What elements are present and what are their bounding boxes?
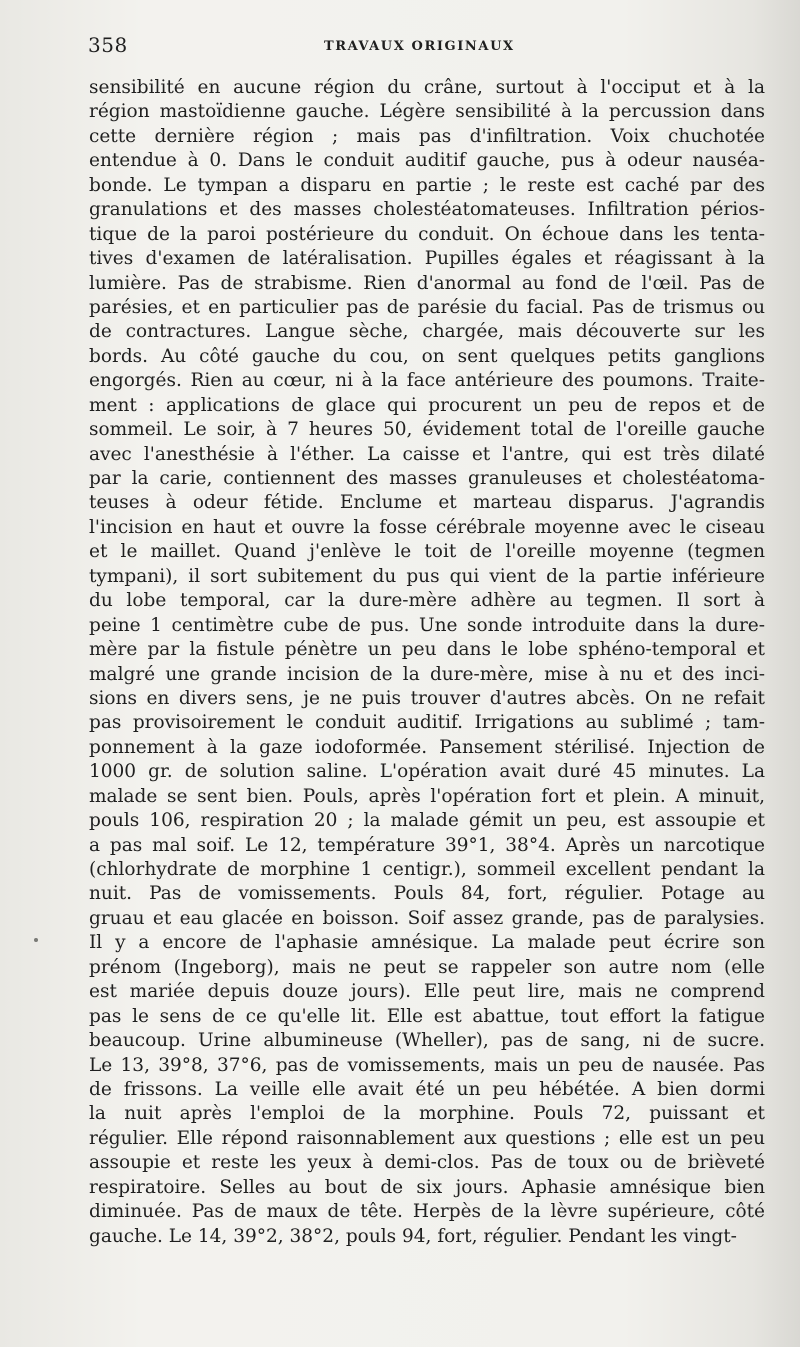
text-line: mère par la fistule pénètre un peu dans le lobe sphéno-temporal et — [89, 639, 765, 661]
text-line: bonde. Le tympan a disparu en partie ; le reste est caché par des — [89, 174, 765, 196]
text-line: lumière. Pas de strabisme. Rien d'anormal au fond de l'œil. Pas de — [89, 272, 765, 294]
text-line: tives d'examen de latéralisation. Pupilles égales et réagissant à la — [89, 248, 765, 270]
text-line: 1000 gr. de solution saline. L'opération avait duré 45 minutes. La — [89, 761, 765, 783]
page-number: 358 — [88, 33, 128, 57]
text-line: pouls 106, respiration 20 ; la malade gémit un peu, est assoupie et — [89, 810, 765, 832]
text-line: parésies, et en particulier pas de parésie du facial. Pas de trismus ou — [89, 296, 765, 318]
text-line: Le 13, 39°8, 37°6, pas de vomissements, mais un peu de nausée. Pas — [89, 1054, 765, 1076]
text-line: nuit. Pas de vomissements. Pouls 84, fort, régulier. Potage au — [89, 883, 765, 905]
text-line: ment : applications de glace qui procurent un peu de repos et de — [89, 394, 765, 416]
text-line: par la carie, contiennent des masses granuleuses et cholestéatoma- — [89, 468, 765, 489]
text-line: gauche. Le 14, 39°2, 38°2, pouls 94, fort, régulier. Pendant les vingt- — [89, 1225, 737, 1247]
margin-mark — [34, 938, 38, 942]
text-line: est mariée depuis douze jours). Elle peut lire, mais ne comprend — [89, 981, 765, 1003]
text-line: gruau et eau glacée en boisson. Soif assez grande, pas de paralysies. — [89, 907, 765, 929]
text-line: granulations et des masses cholestéatomateuses. Infiltration périos- — [89, 199, 765, 221]
text-line: a pas mal soif. Le 12, température 39°1, 38°4. Après un narcotique — [89, 834, 765, 856]
text-line: peine 1 centimètre cube de pus. Une sonde introduite dans la dure- — [89, 614, 765, 636]
text-line: ponnement à la gaze iodoformée. Pansement stérilisé. Injection de — [89, 736, 765, 758]
text-line: tympani), il sort subitement du pus qui vient de la partie inférieure — [89, 565, 765, 587]
text-line: région mastoïdienne gauche. Légère sensibilité à la percussion dans — [89, 101, 765, 123]
text-line: (chlorhydrate de morphine 1 centigr.), sommeil excellent pendant la — [89, 859, 765, 880]
text-line: sommeil. Le soir, à 7 heures 50, évidement total de l'oreille gauche — [89, 419, 765, 441]
text-line: entendue à 0. Dans le conduit auditif gauche, pus à odeur nauséa- — [89, 150, 765, 172]
text-line: bords. Au côté gauche du cou, on sent quelques petits ganglions — [89, 345, 765, 367]
text-line: de contractures. Langue sèche, chargée, mais découverte sur les — [89, 321, 765, 343]
text-line: beaucoup. Urine albumineuse (Wheller), pas de sang, ni de sucre. — [89, 1030, 765, 1052]
text-line: respiratoire. Selles au bout de six jours. Aphasie amnésique bien — [89, 1176, 765, 1198]
text-line: assoupie et reste les yeux à demi-clos. Pas de toux ou de brièveté — [89, 1152, 765, 1174]
text-line: la nuit après l'emploi de la morphine. Pouls 72, puissant et — [89, 1103, 765, 1125]
text-line: malade se sent bien. Pouls, après l'opération fort et plein. A minuit, — [89, 785, 765, 807]
body-text — [89, 76, 765, 1249]
text-line: malgré une grande incision de la dure-mère, mise à nu et des inci- — [89, 663, 765, 685]
text-line: diminuée. Pas de maux de tête. Herpès de la lèvre supérieure, côté — [89, 1201, 765, 1223]
text-line: sensibilité en aucune région du crâne, surtout à l'occiput et à la — [89, 77, 765, 98]
text-line: du lobe temporal, car la dure-mère adhère au tegmen. Il sort à — [89, 590, 765, 612]
running-head — [88, 33, 768, 57]
text-line: régulier. Elle répond raisonnablement aux questions ; elle est un peu — [89, 1127, 765, 1149]
text-line: Il y a encore de l'aphasie amnésique. La malade peut écrire son — [89, 932, 765, 954]
running-title: TRAVAUX ORIGINAUX — [324, 39, 515, 54]
text-line: et le maillet. Quand j'enlève le toit de l'oreille moyenne (tegmen — [89, 541, 765, 563]
text-line: pas provisoirement le conduit auditif. Irrigations au sublimé ; tam- — [89, 712, 765, 734]
text-line: engorgés. Rien au cœur, ni à la face antérieure des poumons. Traite- — [89, 370, 765, 392]
text-line: teuses à odeur fétide. Enclume et marteau disparus. J'agrandis — [89, 492, 765, 514]
text-line: pas le sens de ce qu'elle lit. Elle est abattue, tout effort la fatigue — [89, 1005, 765, 1027]
text-line: sions en divers sens, je ne puis trouver d'autres abcès. On ne refait — [89, 687, 765, 709]
text-line: avec l'anesthésie à l'éther. La caisse et l'antre, qui est très dilaté — [89, 443, 765, 465]
text-line: de frissons. La veille elle avait été un peu hébétée. A bien dormi — [89, 1078, 765, 1100]
text-line: tique de la paroi postérieure du conduit. On échoue dans les tenta- — [89, 223, 765, 245]
text-line: l'incision en haut et ouvre la fosse cérébrale moyenne avec le ciseau — [89, 516, 765, 538]
text-line: cette dernière région ; mais pas d'infiltration. Voix chuchotée — [89, 125, 765, 147]
text-line: prénom (Ingeborg), mais ne peut se rappeler son autre nom (elle — [89, 956, 765, 978]
